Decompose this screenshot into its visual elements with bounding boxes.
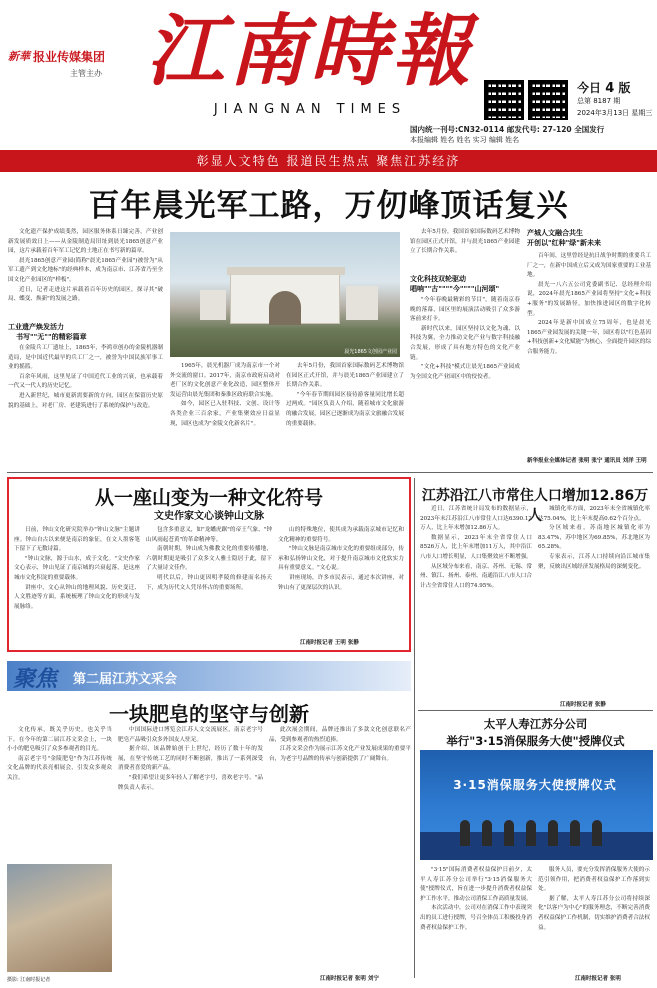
article-column: 服务人员，要充分发挥消保服务大使的示范引领作用，把消费者权益保护工作落到实处。 据了解，太平人寿江苏分公司将持续深化"以客户为中心"的服务理念，不断完善消费者权益保护工作机制，切实维护消费者合法权益。 [538, 867, 650, 931]
article-column: 文化传承，既关乎历史，也关乎当下。在今年的第二届江苏文采会上，一块小小的肥皂吸引了众多参观者的目光。 南京老字号"金陵肥皂"作为江苏传统文化品牌的代表亮相展会，引发众多观众关注。 [7, 727, 112, 781]
issn-info [410, 125, 650, 145]
gate-building [230, 274, 340, 324]
article-column: 去年5月份，我国首家国际数码艺术博物馆在园区正式开馆，并与晨光1865产业园建立了长期合作关系。 "今年春节期间园区接待游客量同比增长超过两成。"园区负责人介绍，随着城市文化旅游的融合发展，园区已逐渐成为南京文旅融合发展的重要载体。 [286, 363, 404, 427]
article-title: 江苏沿江八市常住人口增加12.86万人 [421, 488, 649, 524]
subheading: 产城人文融合共生 [527, 229, 583, 237]
issue-total: 总第 8187 期 [577, 97, 621, 105]
article-title: 一块肥皂的坚守与创新 [109, 702, 309, 726]
article-column: 城镇化率方面，2023年末全省城镇化率达75.04%，比上年末提高0.62个百分点。 分区域来看，苏南地区城镇化率为83.47%，苏中地区为69.85%，苏北地区为65.28%。 专家表示，江苏人口持续向沿江城市集聚，反映出区域经济发展格局的深刻变化。 [538, 506, 650, 570]
article-column: 山的特殊地位，使其成为承载南京城市记忆和文化精神的重要符号。 "钟山文脉是南京城市文化的重要组成部分，传承和弘扬钟山文化，对于提升南京城市文化软实力具有重要意义。"文心说。 讲座现场，许多市民表示，通过本次讲座，对钟山有了更深层次的认识。 [278, 527, 404, 591]
issn-line: 国内统一刊号:CN32-0114 邮发代号: 27-120 全国发行 [410, 125, 605, 134]
edition-pages: 今日 4 版 [577, 81, 631, 96]
article-column: 在金陵兵工厂遗址上，1865年，李鸿章创办的金陵机器制造局，是中国近代最早的兵工厂之一，被誉为中国民族军事工业的摇篮。 百余年风雨，这里见证了中国近代工业的兴衰，也承载着一代又一代人的历史记忆。 进入新世纪，城市更新需要新的方向，园区在保留历史原貌的基础上，对老厂房、老建筑进行了系统的保护与改造。 [8, 345, 163, 409]
article-column: 此次展会期间，品牌还推出了多款文化创意联名产品，受到参观者的热烈追捧。 江苏文采会作为展示江苏文化产业发展成果的重要平台，为老字号品牌的传承与创新提供了广阔舞台。 [269, 727, 411, 762]
article-title: 太平人寿江苏分公司 [483, 717, 588, 731]
paper-title-en: JIANGNAN TIMES [213, 102, 407, 117]
section-banner-small: 第二届江苏文采会 [73, 672, 178, 687]
article-column: 1965年，晨光机器厂成为南京市一个对外交流的窗口。2017年，南京市政府启动对老厂区的文化创意产业化改造，园区整体开发运营由晨光集团和秦淮区政府联合实施。 如今，园区已入驻科技、文创、设计等各类企业三百余家，产业集聚效应日益显现，园区也成为"金陵文化新名片"。 [170, 363, 280, 427]
divider [418, 710, 653, 711]
byline: 江南时报记者 王明 张静 [300, 640, 359, 646]
subheading: 工业遗产焕发活力 [8, 323, 64, 331]
sponsor-label: 主管主办 [70, 69, 102, 78]
article-column: 文化遗产保护成绩斐然，园区服务体系日臻完善，产业创新发展质效日上——从金陵制造局旧址到晨光1865创意产业园，这片承载着百年军工记忆的土地正在书写新的篇章。 晨光1865创意产业园(简称"晨光1865产业园")被誉为"从军工遗产到文化地标"的经典样本，成为南京市、江苏省乃至全国文化产业园区的"样板"。 近日，记者走进这片承载着百年历史的园区，探寻其"破局、蝶变、焕新"的发展之路。 [8, 229, 163, 303]
article-column: "3·15"国际消费者权益保护日前夕，太平人寿江苏分公司举行"3·15消保服务大使"授牌仪式，旨在进一步提升消费者权益保护工作水平，推动公司消保工作高质量发展。 本次活动中，公司对在消保工作中表现突出的员工进行授牌，号召全体员工积极投身消费者权益保护工作。 [420, 867, 532, 931]
subheading: 文化科技双轮驱动 [410, 275, 466, 283]
paper-title [140, 2, 480, 122]
article-column: 中国国际进口博览会江苏人文交流展区，南京老字号肥皂产品吸引众多外国友人驻足。 据介绍，该品牌始创于上世纪，经历了数十年的发展，在坚守传统工艺的同时不断创新，推出了一系列深受消费者喜爱的新产品。 "我们希望让更多年轻人了解老字号，喜欢老字号。"品牌负责人表示。 [118, 727, 263, 791]
article-column: 去年5月份，我国首家国际数码艺术博物馆在园区正式开馆，并与晨光1865产业园建立了长期合作关系。 [410, 229, 520, 255]
qr-code-icon [484, 80, 524, 120]
photo-caption: 晨光1865文创园产业园 [344, 349, 397, 355]
article-column: 百年间，这里曾经是抗日战争时期的重要兵工厂之一，在新中国成立后又成为国家重要的工业基地。 晨光一八六五公司党委副书记、总经理介绍说，2024年晨光1865产业园将坚持"文化+科技+服务"的发展路径，加快推进园区的数字化转型。 2024年是新中国成立75周年，也是晨光1865产业园发展的关键一年，园区将以"红色基因+科技创新+文化赋能"为核心，全面提升园区的综合服务能力。 [527, 253, 651, 355]
group-seal: 新華 [8, 50, 30, 63]
masthead [0, 0, 657, 148]
issue-date: 2024年3月13日 星期三 [577, 109, 653, 117]
article-title: 举行"3·15消保服务大使"授牌仪式 [446, 734, 625, 748]
photo-caption: 摄影: 江南时报记者 [7, 977, 51, 983]
credits-line: 本报编辑 姓名 姓名 实习 编辑 姓名 [410, 136, 520, 144]
paper-title-cn: 江南時報 [145, 6, 474, 97]
edition-info [577, 82, 655, 119]
front-headline: 百年晨光军工路，万仞峰顶话复兴 [88, 188, 569, 224]
article-column: 日前，钟山文化研究院举办"钟山文脉"主题讲座。钟山自古以来便是南京的象征，在文人墨客笔下留下了无数诗篇。 "钟山文脉，源于山水，成于文化。"文史作家文心表示，钟山见证了南京城的兴衰起落，是这座城市文化积淀的重要载体。 讲座中，文心从钟山的地理风貌、历史变迁、人文胜迹等方面，系统梳理了钟山文化的形成与发展脉络。 [14, 527, 140, 610]
subheading: 开创以"红种"绿"新未来 [527, 239, 601, 247]
column-divider [414, 478, 415, 978]
park-photo [170, 232, 400, 357]
group-logo [8, 44, 108, 68]
byline: 新华报业全媒体记者 张明 张宁 通讯员 刘洋 王明 [527, 458, 647, 464]
subheading: 书写""无""的精彩篇章 [16, 333, 87, 341]
slogan-bar: 彰显人文特色 报道民生热点 聚焦江苏经济 [0, 150, 657, 172]
ceremony-photo [420, 750, 653, 860]
soap-photo [7, 864, 112, 983]
article-subtitle: 文史作家文心谈钟山文脉 [154, 511, 264, 522]
divider [7, 472, 653, 473]
section-banner-big: 聚焦 [13, 667, 58, 692]
byline: 江南时报记者 张明 刘宁 [320, 976, 379, 982]
article-column: 近日，江苏省统计局发布的数据显示，2023年末江苏沿江八市常住人口达6390.12万人，比上年末增加12.86万人。 数据显示，2023年末全省常住人口8526万人，比上年末增加11万人，其中沿江八市人口增长明显，人口集聚效应不断增强。 从区域分布来看，南京、苏州、无锡、常州、镇江、扬州、泰州、南通沿江八市人口合计占全省常住人口的74.95%。 [420, 506, 532, 589]
byline: 江南时报记者 张明 [575, 976, 621, 982]
article-column: "今年春晚最精彩的节目"，随着南京春晚的落幕，园区里的展演活动吸引了众多游客前来打卡。 新时代以来，园区坚持以文化为魂、以科技为翼，全力推动文化产业与数字科技融合发展，形成了具有地方特色的文化产业链。 "文化+科技"模式让晨光1865产业园成为全国文化产业园区中的佼佼者。 [410, 297, 520, 380]
article-title: 从一座山变为一种文化符号 [94, 487, 323, 509]
qr-code-icon [528, 80, 568, 120]
group-name: 报业传媒集团 [33, 49, 106, 64]
byline: 江南时报记者 张静 [560, 702, 606, 708]
screen-text: 3·15消保服务大使授牌仪式 [453, 778, 617, 792]
section-banner [7, 661, 411, 691]
subheading: 唱响""古""""今""""山河颂" [410, 285, 500, 293]
article-column: 包含多重意义，如"龙蟠虎踞"的帝王气象、"钟山风雨起苍黄"的革命精神等。 南朝时期，钟山成为佛教文化的重要传播地，六朝时期更是吸引了众多文人雅士隐居于此，留下了大量诗文佳作。 明代以后，钟山更因明孝陵的修建而名扬天下，成为历代文人凭吊怀古的重要场所。 [146, 527, 272, 591]
